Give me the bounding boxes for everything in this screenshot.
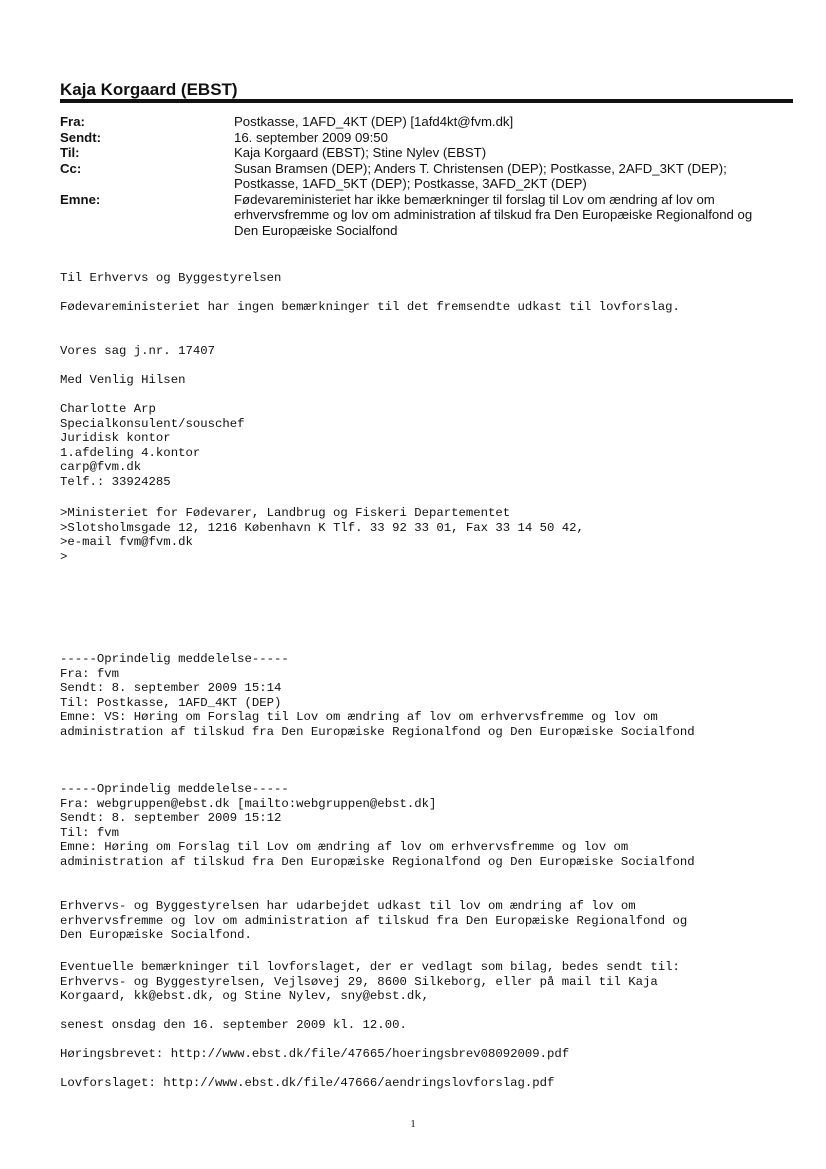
greeting-line: Til Erhvervs og Byggestyrelsen [60, 271, 282, 285]
header-row-til [60, 145, 794, 161]
forward-line: Sendt: 8. september 2009 15:12 [60, 811, 282, 826]
signature-line: Charlotte Arp [60, 402, 156, 416]
header-label-cc: Cc: [60, 160, 82, 176]
forwarded-message-2 [60, 782, 695, 870]
paragraph-remarks [60, 960, 680, 1004]
case-number-line: Vores sag j.nr. 17407 [60, 344, 215, 358]
hearing-letter-link[interactable]: Høringsbrevet: http://www.ebst.dk/file/47665/hoeringsbrev08092009.pdf [60, 1047, 570, 1061]
forward-line: Emne: VS: Høring om Forslag til Lov om ændring af lov om erhvervsfremme og lov om [60, 710, 658, 725]
bill-link[interactable]: Lovforslaget: http://www.ebst.dk/file/47666/aendringslovforslag.pdf [60, 1076, 555, 1090]
signature-line: Specialkonsulent/souschef [60, 416, 245, 431]
paragraph-line: Den Europæiske Socialfond. [60, 928, 252, 943]
forward-line: Fra: webgruppen@ebst.dk [mailto:webgruppen@ebst.dk] [60, 796, 437, 811]
forward-line: Emne: Høring om Forslag til Lov om ændring af lov om erhvervsfremme og lov om [60, 840, 629, 855]
ministry-line: >e-mail fvm@fvm.dk [60, 535, 193, 550]
deadline-line: senest onsdag den 16. september 2009 kl. 12.00. [60, 1018, 407, 1032]
header-row-emne [60, 192, 794, 239]
header-label-til: Til: [60, 145, 80, 160]
forward-line: Sendt: 8. september 2009 15:14 [60, 681, 282, 696]
header-value-emne-line: erhvervsfremme og lov om administration af tilskud fra Den Europæiske Regionalfond og [234, 207, 753, 222]
forward-line: administration af tilskud fra Den Europæiske Regionalfond og Den Europæiske Socialfond [60, 854, 695, 869]
forward-line: Til: fvm [60, 825, 120, 840]
page-number: 1 [410, 1118, 416, 1130]
forward-line: administration af tilskud fra Den Europæiske Regionalfond og Den Europæiske Socialfond [60, 724, 695, 739]
ministry-line: >Ministeriet for Fødevarer, Landbrug og Fiskeri Departementet [60, 506, 511, 520]
ministry-line: > [60, 549, 68, 564]
paragraph-draft [60, 899, 687, 943]
header-value-sendt: 16. september 2009 09:50 [234, 129, 388, 145]
title-rule [60, 99, 793, 103]
forwarded-message-1 [60, 652, 695, 740]
ministry-block [60, 506, 584, 564]
header-value-til: Kaja Korgaard (EBST); Stine Nylev (EBST) [234, 145, 487, 160]
document-title: Kaja Korgaard (EBST) [60, 80, 238, 99]
forward-line: -----Oprindelig meddelelse----- [60, 652, 289, 666]
paragraph-line: erhvervsfremme og lov om administration af tilskud fra Den Europæiske Regionalfond og [60, 913, 688, 928]
forward-line: Til: Postkasse, 1AFD_4KT (DEP) [60, 695, 282, 710]
signature-line: Juridisk kontor [60, 431, 171, 446]
header-value-cc-line: Susan Bramsen (DEP); Anders T. Christensen (DEP); Postkasse, 2AFD_3KT (DEP); [234, 160, 727, 176]
header-value-emne-line: Fødevareministeriet har ikke bemærkninger til forslag til Lov om ændring af lov om [234, 191, 715, 207]
header-value-fra: Postkasse, 1AFD_4KT (DEP) [1afd4kt@fvm.dk] [234, 114, 514, 129]
paragraph-line: Korgaard, kk@ebst.dk, og Stine Nylev, sny@ebst.dk, [60, 989, 429, 1004]
forward-line: -----Oprindelig meddelelse----- [60, 782, 289, 796]
header-row-fra [60, 114, 794, 130]
header-row-sendt [60, 130, 794, 146]
paragraph-line: Erhvervs- og Byggestyrelsen, Vejlsøvej 29, 8600 Silkeborg, eller på mail til Kaja [60, 974, 658, 989]
forward-line: Fra: fvm [60, 666, 120, 681]
header-row-cc [60, 161, 794, 192]
statement-line: Fødevareministeriet har ingen bemærkninger til det fremsendte udkast til lovforslag. [60, 300, 680, 314]
email-header-block [60, 114, 794, 238]
ministry-line: >Slotsholmsgade 12, 1216 København K Tlf. 33 92 33 01, Fax 33 14 50 42, [60, 520, 584, 535]
header-label-sendt: Sendt: [60, 129, 102, 145]
signature-email: carp@fvm.dk [60, 460, 142, 475]
signature-phone: Telf.: 33924285 [60, 474, 171, 489]
regards-line: Med Venlig Hilsen [60, 373, 186, 387]
paragraph-line: Eventuelle bemærkninger til lovforslaget, der er vedlagt som bilag, bedes sendt til: [60, 960, 680, 974]
signature-block [60, 402, 244, 490]
header-value-emne-line: Den Europæiske Socialfond [234, 222, 398, 238]
header-value-cc-line: Postkasse, 1AFD_5KT (DEP); Postkasse, 3AFD_2KT (DEP) [234, 176, 587, 191]
signature-line: 1.afdeling 4.kontor [60, 445, 201, 460]
header-label-fra: Fra: [60, 114, 85, 129]
paragraph-line: Erhvervs- og Byggestyrelsen har udarbejdet udkast til lov om ændring af lov om [60, 899, 636, 913]
header-label-emne: Emne: [60, 191, 101, 207]
